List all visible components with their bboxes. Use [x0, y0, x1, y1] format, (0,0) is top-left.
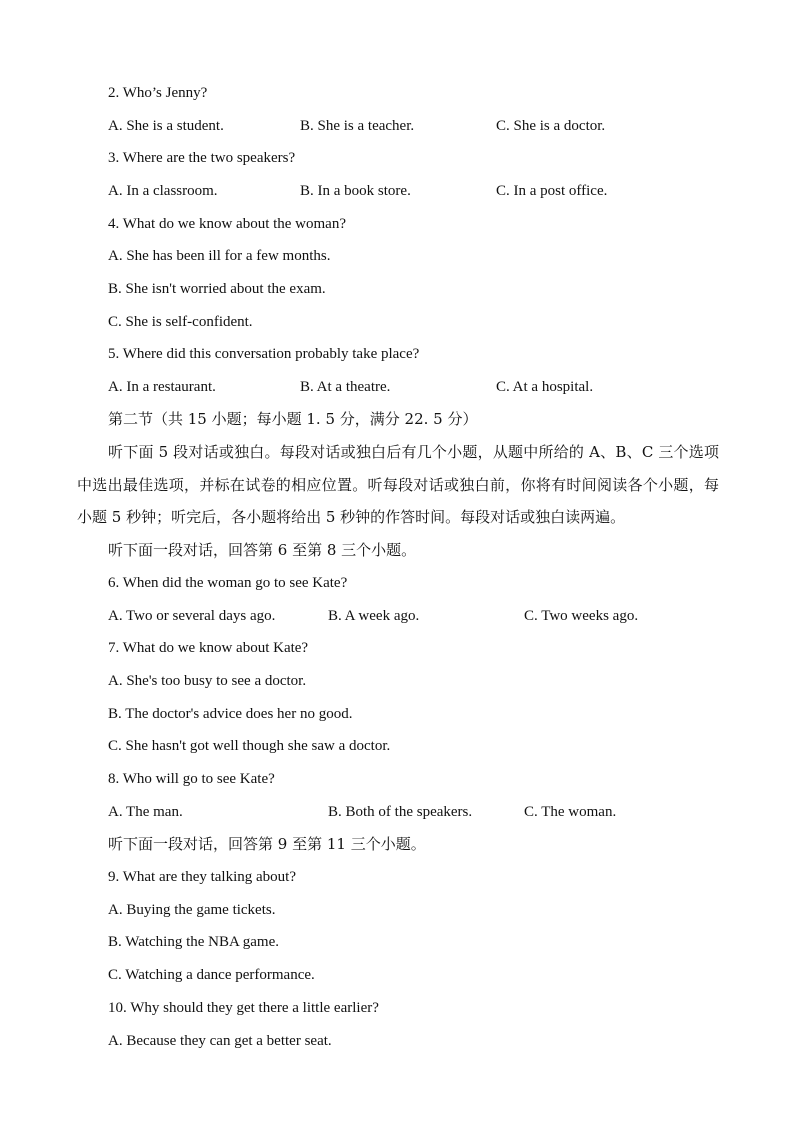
question-9-stem: 9. What are they talking about? — [108, 869, 296, 885]
option-a: A. In a restaurant. — [108, 379, 216, 395]
question-9-option-c: C. Watching a dance performance. — [108, 967, 315, 983]
option-c: C. At a hospital. — [496, 379, 594, 395]
question-8-stem: 8. Who will go to see Kate? — [108, 771, 275, 787]
question-7-option-c: C. She hasn't got well though she saw a doctor. — [108, 738, 391, 754]
option-b: B. At a theatre. — [300, 379, 391, 395]
question-10-option-a: A. Because they can get a better seat. — [108, 1033, 332, 1049]
question-10-stem: 10. Why should they get there a little earlier? — [108, 1000, 379, 1016]
option-a: A. Two or several days ago. — [108, 608, 276, 624]
option-a: A. In a classroom. — [108, 183, 218, 199]
option-c: C. Two weeks ago. — [524, 608, 639, 624]
section-2-instructions: 听下面 5 段对话或独白。每段对话或独白后有几个小题，从题中所给的 A、B、C 三个选项中选出最佳选项，并标在试卷的相应位置。听每段对话或独白前，你将有时间阅读各个小题，每小题 5 秒钟；听完后，各小题将给出 5 秒钟的作答时间。每段对话或独白读两遍。 — [77, 443, 719, 527]
option-b: B. A week ago. — [328, 608, 420, 624]
dialogue-2-intro: 听下面一段对话，回答第 9 至第 11 三个小题。 — [108, 835, 426, 853]
question-9-option-a: A. Buying the game tickets. — [108, 902, 276, 918]
dialogue-1-intro: 听下面一段对话，回答第 6 至第 8 三个小题。 — [108, 541, 417, 559]
option-c: C. In a post office. — [496, 183, 608, 199]
option-c: C. The woman. — [524, 804, 617, 820]
question-4-stem: 4. What do we know about the woman? — [108, 216, 347, 232]
question-9-option-b: B. Watching the NBA game. — [108, 934, 279, 950]
option-b: B. Both of the speakers. — [328, 804, 473, 820]
option-a: A. The man. — [108, 804, 183, 820]
question-4-option-b: B. She isn't worried about the exam. — [108, 281, 326, 297]
question-6-stem: 6. When did the woman go to see Kate? — [108, 575, 348, 591]
question-2-stem: 2. Who’s Jenny? — [108, 85, 208, 101]
question-7-option-b: B. The doctor's advice does her no good. — [108, 706, 353, 722]
section-2-heading: 第二节（共 15 小题；每小题 1. 5 分，满分 22. 5 分） — [108, 410, 478, 428]
option-b: B. In a book store. — [300, 183, 411, 199]
option-c: C. She is a doctor. — [496, 118, 606, 134]
question-7-stem: 7. What do we know about Kate? — [108, 640, 309, 656]
option-b: B. She is a teacher. — [300, 118, 415, 134]
question-4-option-c: C. She is self-confident. — [108, 314, 253, 330]
question-7-option-a: A. She's too busy to see a doctor. — [108, 673, 307, 689]
option-a: A. She is a student. — [108, 118, 224, 134]
question-5-stem: 5. Where did this conversation probably take place? — [108, 346, 420, 362]
question-4-option-a: A. She has been ill for a few months. — [108, 248, 331, 264]
question-3-stem: 3. Where are the two speakers? — [108, 150, 296, 166]
